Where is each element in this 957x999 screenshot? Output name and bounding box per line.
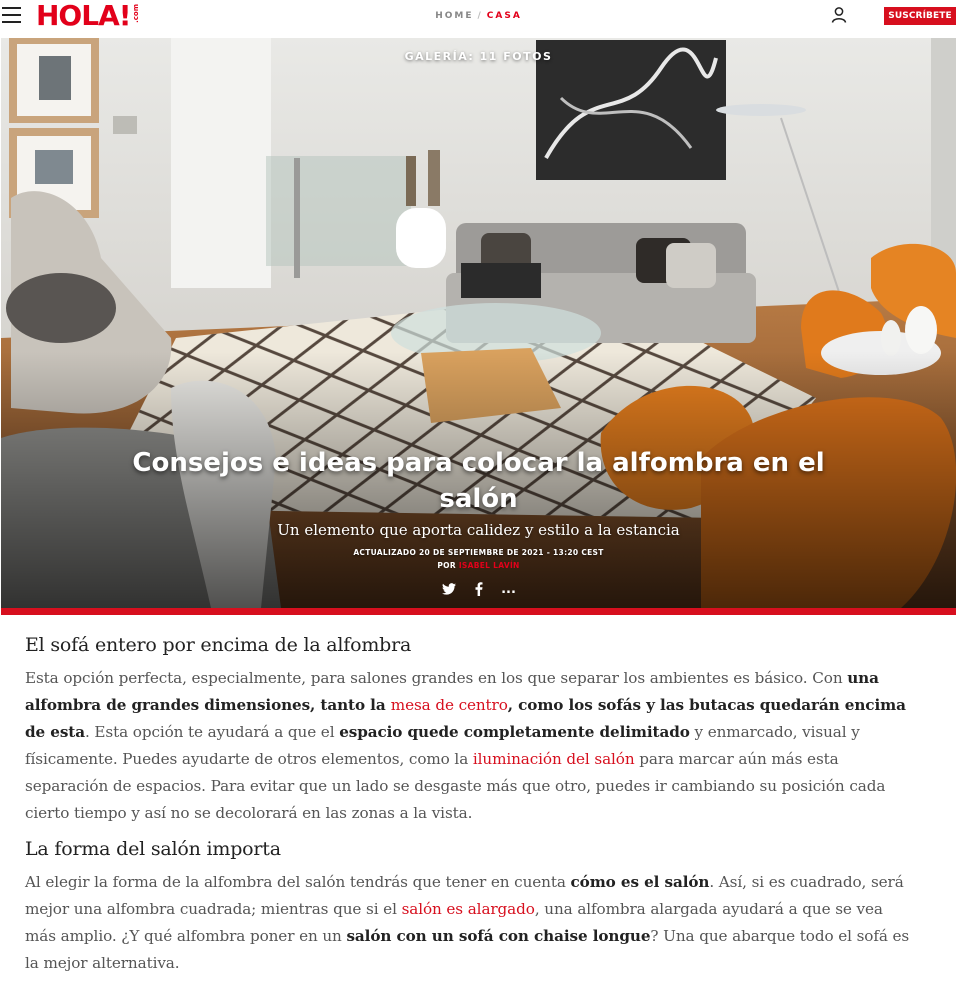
link-salon-es-alargado[interactable]: salón es alargado xyxy=(401,900,535,918)
bold-text: salón con un sofá con chaise longue xyxy=(346,927,651,945)
logo-suffix: .com xyxy=(131,4,140,23)
breadcrumb-home[interactable]: HOME xyxy=(435,11,474,21)
bold-text: una alfombra de grandes dimensiones, tanto la xyxy=(25,669,879,714)
breadcrumb-separator: / xyxy=(477,11,483,21)
text: . Así, si es cuadrado, será mejor una alfombra cuadrada; mientras que si el xyxy=(25,873,904,918)
text: ? Una que abarque todo el sofá es la mejor alternativa. xyxy=(25,927,910,972)
text: . Esta opción te ayudará a que el xyxy=(84,723,340,741)
breadcrumb xyxy=(0,11,957,21)
twitter-icon[interactable] xyxy=(441,581,457,597)
bold-text: cómo es el salón xyxy=(570,873,710,891)
logo-text: HOLA! xyxy=(36,0,131,32)
text: Al elegir la forma de la alfombra del salón tendrás que tener en cuenta xyxy=(25,873,571,891)
section-heading: El sofá entero por encima de la alfombra xyxy=(25,634,412,656)
breadcrumb-casa[interactable]: CASA xyxy=(486,11,522,21)
author-prefix: POR xyxy=(437,561,456,570)
text: para marcar aún más esta separación de espacios. Para evitar que un lado se desgaste más que otro, puedes ir cambiando su posición cada cierto tiempo y así no se decolorará en las zonas a la vista. xyxy=(25,750,886,822)
updated-date: ACTUALIZADO 20 DE SEPTIEMBRE DE 2021 - 13:20 CEST xyxy=(353,548,604,557)
author-name[interactable]: ISABEL LAVÍN xyxy=(458,561,520,570)
hero-red-divider xyxy=(1,608,956,615)
site-header xyxy=(0,0,957,38)
link-mesa-de-centro[interactable]: mesa de centro xyxy=(390,696,508,714)
text: y enmarcado, visual y físicamente. Puedes ayudarte de otros elementos, como la xyxy=(25,723,860,768)
article-subtitle: Un elemento que aporta calidez y estilo a la estancia xyxy=(277,521,680,539)
text: Esta opción perfecta, especialmente, para salones grandes en los que separar los ambientes es básico. Con xyxy=(25,669,848,687)
subscribe-button[interactable]: SUSCRÍBETE xyxy=(884,7,956,25)
paragraph xyxy=(25,869,915,977)
hero-gallery[interactable] xyxy=(1,38,956,608)
user-account-icon[interactable] xyxy=(829,5,849,25)
paragraph xyxy=(25,665,915,827)
article-body xyxy=(25,634,915,977)
gallery-label[interactable]: GALERÍA: 11 FOTOS xyxy=(404,50,553,63)
more-share-button[interactable]: ... xyxy=(501,581,516,597)
link-iluminacion-del-salon[interactable]: iluminación del salón xyxy=(472,750,635,768)
section-heading: La forma del salón importa xyxy=(25,838,281,860)
bold-text: espacio quede completamente delimitado xyxy=(339,723,690,741)
bold-text: , como los sofás y las butacas quedarán encima de esta xyxy=(25,696,906,741)
article-title: Consejos e ideas para colocar la alfombra en el salón xyxy=(132,448,825,514)
author-byline xyxy=(1,561,956,570)
text: , una alfombra alargada ayudará a que se vea más amplio. ¿Y qué alfombra poner en un xyxy=(25,900,883,945)
facebook-icon[interactable] xyxy=(471,581,487,597)
share-bar xyxy=(1,581,956,597)
